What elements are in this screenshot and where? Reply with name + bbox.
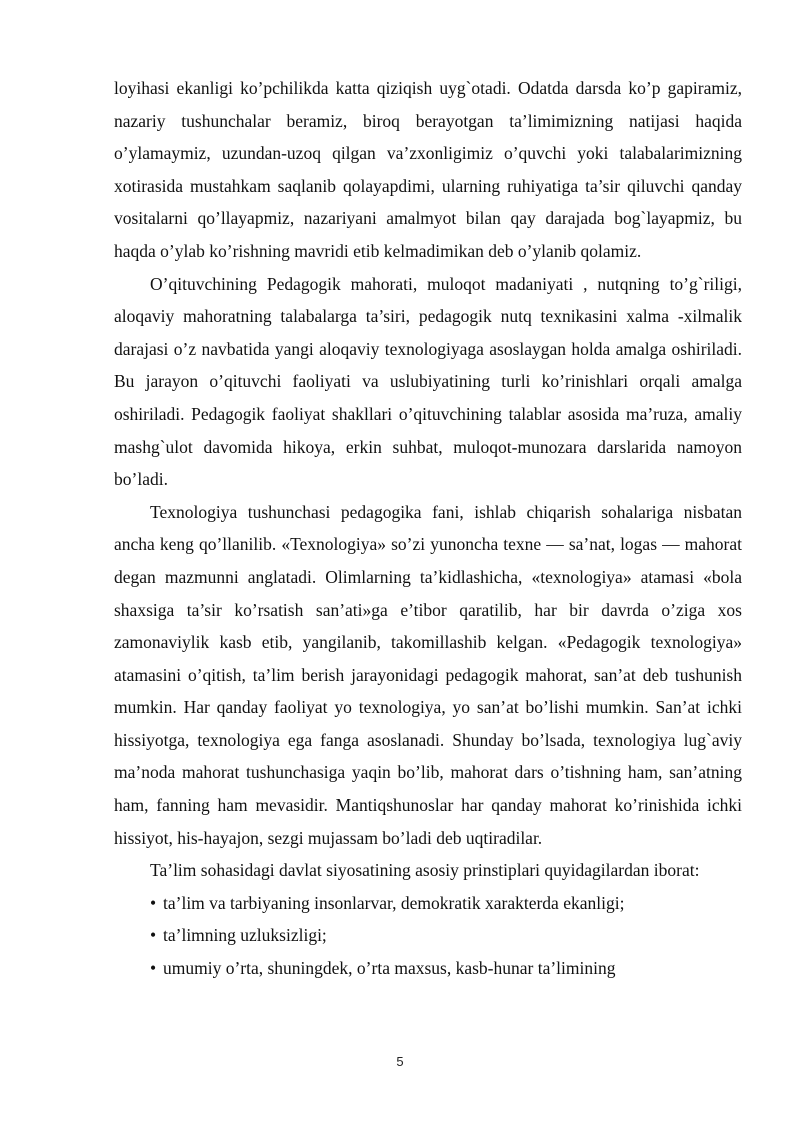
list-item-text: ta’lim va tarbiyaning insonlarvar, demokratik xarakterda ekanligi; [163,892,625,913]
list-item [114,887,742,920]
paragraph-technology-concept: Texnologiya tushunchasi pedagogika fani, ishlab chiqarish sohalariga nisbatan ancha keng qo’llanilib. «Texnologiya» so’zi yunoncha texne — sa’nat, logas — mahorat degan mazmunni anglatadi. Olimlarning ta’kidlashicha, «texnologiya» atamasi «bola shaxsiga ta’sir ko’rsatish san’ati»ga e’tibor qaratilib, har bir davrda o’ziga xos zamonaviylik kasb etib, yangilanib, takomillashib kelgan. «Pedagogik texnologiya» atamasini o’qitish, ta’lim berish jarayonidagi pedagogik mahorat, san’at deb tushunish mumkin. Har qanday faoliyat yo texnologiya, yo san’at bo’lishi mumkin. San’at ichki hissiyotga, texnologiya ega fanga asoslanadi. Shunday bo’lsada, texnologiya lug`aviy ma’noda mahorat tushunchasiga yaqin bo’lib, mahorat dars o’tishning ham, san’atning ham, fanning ham mevasidir. Mantiqshunoslar har qanday mahorat ko’rinishida ichki hissiyot, his-hayajon, sezgi mujassam bo’ladi deb uqtiradilar. [114,501,742,848]
document-page [114,72,742,985]
paragraph-policy-principles: Ta’lim sohasidagi davlat siyosatining asosiy prinstiplari quyidagilardan iborat: [150,860,700,881]
list-item-text: umumiy o’rta, shuningdek, o’rta maxsus, kasb-hunar ta’limining [163,958,616,979]
list-item-text: ta’limning uzluksizligi; [163,925,327,946]
paragraph-teacher-skills: O’qituvchining Pedagogik mahorati, muloqot madaniyati , nutqning to’g`riligi, aloqaviy mahoratning talabalarga ta’siri, pedagogik nutq texnikasini xalma -xilmalik darajasi o’z navbatida yangi aloqaviy texnologiyaga asoslaygan holda amalga oshiriladi. Bu jarayon o’qituvchi faoliyati va uslubiyatining turli ko’rinishlari orqali amalga oshiriladi. Pedagogik faoliyat shakllari o’qituvchining talablar asosida ma’ruza, amaliy mashg`ulot davomida hikoya, erkin suhbat, muloqot-munozara darslarida namoyon bo’ladi. [114,273,742,490]
page-number: 5 [396,1054,404,1069]
list-item [114,919,742,952]
paragraph-continuation: loyihasi ekanligi ko’pchilikda katta qiziqish uyg`otadi. Odatda darsda ko’p gapiramiz, nazariy tushunchalar beramiz, biroq berayotgan ta’limimizning natijasi haqida o’ylamaymiz, uzundan-uzoq qilgan va’zxonligimiz o’quvchi yoki talabalarimizning xotirasida mustahkam saqlanib qolayapdimi, ularning ruhiyatiga ta’sir qiluvchi qanday vositalarni qo’llayapmiz, nazariyani amalmyot bilan qay darajada bog`layapmiz, bu haqda o’ylab ko’rishning mavridi etib kelmadimikan deb o’ylanib qolamiz. [114,78,742,261]
list-item [114,952,742,985]
bullet-icon: • [150,958,157,979]
bullet-icon: • [150,925,157,946]
bullet-icon: • [150,892,157,913]
principles-list [114,887,742,985]
